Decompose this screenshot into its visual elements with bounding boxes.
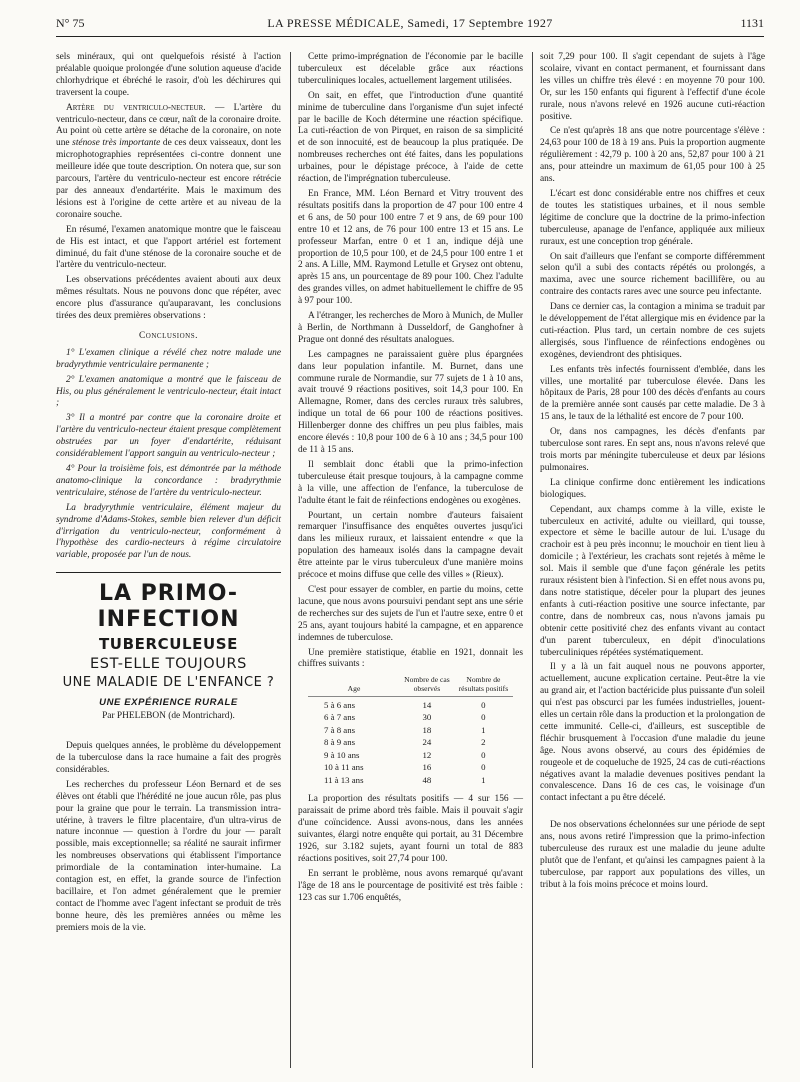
paragraph: Les observations précédentes avaient abouti aux deux mêmes résultats. Nous ne pouvons donc que répéter, avec encore plus d'assurance qu'auparavant, les conclusions tirées des deux premières observations : (56, 275, 281, 322)
table-cell: 7 à 8 ans (324, 724, 356, 735)
conclusion-item: 3° Il a montré par contre que la coronaire droite et l'artère du ventriculo-necteur étaient presque complètement obstruées par un foyer d'endartérite, réduisant considérablement l'apport sanguin au ventriculo-necteur ; (56, 413, 281, 460)
column-divider (532, 52, 533, 1068)
article-title-line-2: TUBERCULEUSE (98, 635, 239, 654)
article-subtitle: UNE EXPÉRIENCE RURALE (99, 697, 238, 709)
table-cell: 2 (481, 737, 486, 748)
paragraph: En résumé, l'examen anatomique montre que le faisceau de His est intact, et que l'apport artériel est fortement diminué, du fait d'une sténose de la coronaire souche et de l'artère du ventriculo-necteur. (56, 224, 281, 271)
paragraph: Les campagnes ne paraissaient guère plus épargnées dans leur population infantile. M. Burnet, dans une commune rurale de Normandie, sur 77 sujets de 1 à 10 ans, avait trouvé 9 réactions positives, soit 14,3 pour 100. En Allemagne, Romer, dans des cercles ruraux très salubres, indique un total de 66 pour 100 de réactions positives. Hillenberger donne des chiffres un peu plus faibles, mais encore élevés : 10,8 pour 100 de 6 à 10 ans ; 34,5 pour 100 de 11 à 15 ans. (298, 349, 523, 455)
paragraph: A l'étranger, les recherches de Moro à Munich, de Muller à Berlin, de Northmann à Dusseldorf, de Ganghofner à Prague ont donné des résultats analogues. (298, 311, 523, 345)
paragraph: Cette primo-imprégnation de l'économie par le bacille tuberculeux est décelable grâce aux réactions tuberculiniques locales, actuellement largement utilisées. (298, 52, 523, 86)
paragraph: Les recherches du professeur Léon Bernard et de ses élèves ont établi que l'hérédité ne joue aucun rôle, pas plus pour la graine que pour le terrain. La transmission intra-utérine, à travers le filtre placentaire, d'un ultra-virus de nature inconnue — question à l'ordre du jour — paraît possible, mais exceptionnelle; sa réalité ne saurait infirmer les nombreuses observations qui établissent l'importance primordiale de la contamination inter-humaine. La contagion est, en effet, la grande source de l'infection bacillaire, et l'on admet généralement que le premier contact de l'homme avec l'agent infectant se produit de très bonne heure, dès les premières années ou même les premiers mois de la vie. (56, 779, 281, 933)
table-cell: 30 (422, 712, 432, 723)
paragraph: Les enfants très infectés fournissent d'emblée, dans les villes, une mortalité par tuberculose élevée. Dans les hôpitaux de Paris, 28 pour 100 des décès d'enfants au cours de la première année sont causés par cette maladie. De 3 à 15 ans, le taux de la léthalité est encore de 7 pour 100. (540, 364, 765, 423)
table-cell: 16 (422, 762, 432, 773)
paragraph: Dans ce dernier cas, la contagion a minima se traduit par le développement de l'état allergique mis en évidence par la cuti-réaction. Plus tard, un certain nombre de ces sujets allergisés, sous l'influence de réinfections endogènes ou exogènes, deviendront des phtisiques. (540, 302, 765, 360)
paragraph: C'est pour essayer de combler, en partie du moins, cette lacune, que nous avons poursuivi pendant sept ans une série de recherches sur des sujets de l'un et l'autre sexe, entre 0 et 25 ans, ayant toujours habité la campagne, et en apparence indemnes de tuberculose. (298, 584, 523, 643)
paragraph: Une première statistique, établie en 1921, donnait les chiffres suivants : (298, 647, 523, 670)
article-title-line-3: EST-ELLE TOUJOURS (90, 656, 247, 673)
issue-number: N° 75 (56, 16, 85, 30)
table-cell: 9 à 10 ans (324, 749, 360, 760)
conclusion-item: 1° L'examen clinique a révélé chez notre malade une bradyrythmie ventriculaire permanente ; (56, 347, 281, 370)
column-divider (290, 52, 291, 1068)
table-header: Age (308, 675, 400, 696)
table-cell: 6 à 7 ans (324, 712, 356, 723)
article-author: Par PHELEBON (de Montrichard). (102, 711, 235, 722)
column-2 (298, 52, 523, 908)
paragraph: Ce n'est qu'après 18 ans que notre pourcentage s'élève : 24,63 pour 100 de 18 à 19 ans. Puis la proportion augmente régulièrement : 42,79 p. 100 à 20 ans, 52,87 pour 100 à 21 ans, pour atteindre un maximum de 61,05 pour 100 à 25 ans. (540, 126, 765, 185)
header-rule (56, 36, 764, 37)
article-separator (56, 572, 281, 573)
article-title: LA PRIMO-INFECTION (97, 581, 240, 633)
paragraph-gap (540, 808, 765, 820)
column-1 (56, 52, 281, 938)
table-cell: 14 (422, 699, 432, 710)
table-cell: 11 à 13 ans (324, 774, 364, 785)
paragraph: En serrant le problème, nous avons remarqué qu'avant l'âge de 18 ans le pourcentage de positivité est très faible : 123 cas sur 1.706 enquêtés, (298, 868, 523, 903)
table-row (308, 761, 513, 774)
table-cell: 0 (481, 699, 486, 710)
table-header: Nombre de résultats positifs (454, 675, 513, 696)
table-cell: 8 à 9 ans (324, 737, 356, 748)
table-row (308, 724, 513, 737)
article-title-line-4: UNE MALADIE DE L'ENFANCE ? (62, 675, 275, 691)
table-row (308, 736, 513, 749)
table-cell: 0 (481, 762, 486, 773)
paragraph: En France, MM. Léon Bernard et Vitry trouvent des résultats positifs dans la proportion de 47 pour 100 entre 4 et 6 ans, de 50 pour 100 entre 7 et 9 ans, de 69 pour 100 entre 10 et 12 ans, de 76 pour 100 entre 13 et 15 ans. Le professeur Marfan, entre 0 et 1 an, indique déjà une proportion de 10,5 pour 100, et de 24,5 pour 100 entre 1 et 2 ans. A Lille, MM. Raymond Letulle et Grysez ont obtenu, après 15 ans, un pourcentage de 89 pour 100. Chez l'adulte des grandes villes, on admet habituellement le chiffre de 95 à 97 pour 100. (298, 188, 523, 307)
table-cell: 1 (481, 724, 486, 735)
statistics-table (308, 675, 513, 786)
conclusions-list (56, 348, 281, 562)
table-header-row (308, 675, 513, 696)
conclusion-item: La bradyrythmie ventriculaire, élément majeur du syndrome d'Adams-Stokes, semble bien relever d'un déficit d'irrigation du ventriculo-necteur, conformément à l'hypothèse des cardio-necteurs à régime circulatoire variable, proposée par l'un de nous. (56, 502, 281, 561)
table-row (308, 696, 513, 711)
paragraph: La proportion des résultats positifs — 4 sur 156 — paraissait de prime abord très faible. Mais il pouvait s'agir d'une coïncidence. Aussi avons-nous, dans les années suivantes, élargi notre enquête qui portait, au 31 Décembre 1926, sur 3.182 sujets, ayant fourni un total de 883 réactions positives, soit 27,74 pour 100. (298, 794, 523, 864)
conclusion-item: 4° Pour la troisième fois, est démontrée par la méthode anatomo-clinique la concordance : bradyrythmie ventriculaire, sténose de l'artère du ventriculo-necteur. (56, 464, 281, 498)
table-row (308, 774, 513, 787)
table-cell: 18 (422, 724, 432, 735)
paragraph: On sait d'ailleurs que l'enfant se comporte différemment selon qu'il a subi des contacts répétés ou prolongés, a maxima, avec une source richement bacillifère, ou au contraire des contacts rares avec une source peu infectante. (540, 251, 765, 298)
table-cell: 24 (422, 737, 432, 748)
conclusion-item: 2° L'examen anatomique a montré que le faisceau de His, ou plus généralement le ventriculo-necteur, était intact ; (56, 374, 281, 409)
paragraph: sels minéraux, qui ont quelquefois résisté à l'action préalable quoique prolongée d'une solution aqueuse d'acide chlorhydrique et ébréché le rasoir, d'où les déchirures qui traversent la coupe. (56, 52, 281, 98)
table-cell: 0 (481, 749, 486, 760)
paragraph: Or, dans nos campagnes, les décès d'enfants par tuberculose sont rares. En sept ans, nous n'avons relevé que trois morts par méningite tuberculeuse et deux par lésions pulmonaires. (540, 427, 765, 473)
page-number: 1131 (740, 16, 764, 30)
table-cell: 48 (422, 774, 432, 785)
column-3 (540, 52, 765, 895)
journal-title-date: LA PRESSE MÉDICALE, Samedi, 17 Septembre 1927 (267, 16, 553, 30)
table-cell: 12 (422, 749, 432, 760)
paragraph: On sait, en effet, que l'introduction d'une quantité minime de tuberculine dans l'organisme d'un sujet infecté par le bacille de Koch détermine une réaction spécifique. La cuti-réaction de von Pirquet, en raison de sa simplicité et de son innocuité, est de beaucoup la plus pratiquée. De nombreuses recherches ont été faites, dans les populations urbaines, pour le dépistage précoce, à l'aide de cette réaction, de l'imprégnation tuberculeuse. (298, 90, 523, 185)
table-cell: 0 (481, 712, 486, 723)
section-label: Artère du ventriculo-necteur. (66, 102, 206, 113)
paragraph: Il semblait donc établi que la primo-infection tuberculeuse était presque toujours, à la campagne comme à la ville, une affection de l'enfance, la tuberculose de l'adulte étant le fait de réinfections endogènes ou exogènes. (298, 459, 523, 506)
paragraph: Artère du ventriculo-necteur. — L'artère du ventriculo-necteur, dans ce cœur, naît de la coronaire droite. Au point où cette artère se détache de la coronaire, on note une sténose très importante de ces deux vaisseaux, dont les microphotographies représentées ci-contre donnent une meilleure idée que toute description. On notera que, sur son parcours, l'artère du ventriculo-necteur est encore rétrécie par des anneaux d'endartérite. Mais le maximum des lésions est à l'origine de cette artère et au niveau de la coronaire souche. (56, 102, 281, 220)
table-row (308, 711, 513, 724)
paragraph: De nos observations échelonnées sur une période de sept ans, nous avons retiré l'impression que la primo-infection tuberculeuse des ruraux est une maladie du jeune adulte plutôt que de l'enfant, et qu'ainsi les campagnes paient à la tuberculose, par rapport aux populations des villes, un tribut à la fois moins précoce et moins lourd. (540, 820, 765, 890)
paragraph: La clinique confirme donc entièrement les indications biologiques. (540, 477, 765, 500)
paragraph: soit 7,29 pour 100. Il s'agit cependant de sujets à l'âge scolaire, vivant en contact permanent, et fournissant dans les villes un chiffre très élevé : en moyenne 70 pour 100. Or, sur les 150 enfants qui figurent à l'effectif d'une école rurale, nous n'avons relevé en 1926 aucune cuti-réaction positive. (540, 52, 765, 122)
table-header: Nombre de cas observés (400, 675, 454, 696)
paragraph: Cependant, aux champs comme à la ville, existe le tuberculeux en activité, adulte ou vieillard, qui tousse, expectore et sème le bacille autour de lui. L'usage du crachoir est à peu près inconnu; le mouchoir en tient lieu à domicile ; à l'extérieur, les crachats sont rejetés à même le sol. Mais il semble que d'une façon générale les petits ruraux résistent bien à l'infection. Si en effet nous avons pu, dans notre statistique, déceler pour la plupart des jeunes enfants à cuti-réaction positive une source infectante, par contre, dans de nombreux cas, nous n'avons jamais pu obtenir cette positivité chez des enfants vivant au contact d'un parent tuberculeux, en dépit d'inoculations tuberculiniques répétées systématiquement. (540, 504, 765, 658)
running-header (56, 16, 764, 36)
table-cell: 1 (481, 774, 486, 785)
paragraph: Il y a là un fait auquel nous ne pouvons apporter, actuellement, aucune explication certaine. Peut-être la vie au grand air, et l'action bactéricide plus puissante d'un soleil qui n'est pas obscurci par les fumées industrielles, jouent-elles un certain rôle dans la production et la prolongation de cette immunité. Celle-ci, d'ailleurs, est susceptible de fléchir brusquement à l'occasion d'une maladie du jeune âge. Nous avons observé, au cours des épidémies de rougeole et de coqueluche de 1925, 24 cas de cuti-réactions négatives avant la maladie devenues positives pendant la convalescence. Dans 16 de ces cas, le voisinage d'un contact infectant a pu être décelé. (540, 662, 765, 804)
table-row (308, 749, 513, 762)
table-cell: 10 à 11 ans (324, 762, 364, 773)
paragraph: Pourtant, un certain nombre d'auteurs faisaient remarquer l'insuffisance des enquêtes ouvertes jusqu'ici dans les milieux ruraux, et laissaient entendre « que la population des hameaux isolés dans la campagne devait être atteinte par le virus tuberculeux d'une manière moins précoce et moins diffuse que celle des villes » (Rieux). (298, 510, 523, 581)
paragraph: L'écart est donc considérable entre nos chiffres et ceux de toutes les statistiques urbaines, et il nous semble légitime de conclure que la doctrine de la primo-infection tuberculeuse, apanage de l'enfance, appliquée aux milieux ruraux, est une conception trop générale. (540, 188, 765, 247)
conclusions-heading: Conclusions. (139, 330, 198, 341)
table-cell: 5 à 6 ans (324, 699, 356, 710)
paragraph: Depuis quelques années, le problème du développement de la tuberculose dans la race humaine a fait des progrès considérables. (56, 741, 281, 775)
